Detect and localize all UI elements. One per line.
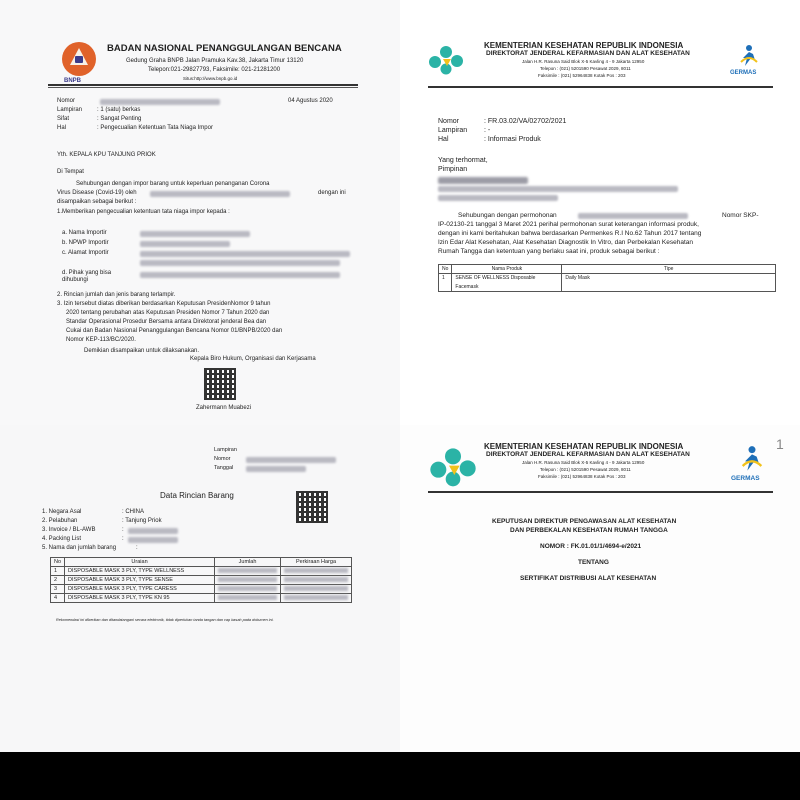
org-name: BADAN NASIONAL PENANGGULANGAN BENCANA — [107, 43, 342, 54]
body-line1-end: Nomor SKP- — [722, 212, 759, 219]
table-header: Jumlah — [215, 558, 281, 567]
goods-title: Data Rincian Barang — [160, 491, 234, 500]
para1-line2: Virus Disease (Covid-19) oleh — [57, 190, 137, 196]
ministry-fax: Faksimile : (021) 52964838 Kotak Pos : 203 — [538, 474, 626, 479]
meta-label-sifat: Sifat — [57, 116, 70, 122]
meta-label-hal: Hal — [57, 125, 67, 131]
bnpb-logo-text: BNPB — [64, 78, 82, 84]
table-cell-redacted — [215, 585, 281, 594]
table-cell-desc: DISPOSABLE MASK 3 PLY, TYPE CARESS — [65, 585, 215, 594]
field-label-negara: 1. Negara Asal — [42, 509, 82, 515]
germas-label: GERMAS — [730, 70, 757, 76]
body-line3: dengan ini kami beritahukan bahwa berdasarkan Permenkes R.I No.62 Tahun 2017 tentang — [438, 230, 702, 237]
product-name-line2: Facemask — [455, 284, 479, 290]
item3-line3: Standar Operasional Prosedur Bersama antara Direktorat jenderal Bea dan — [66, 319, 267, 325]
header-rule — [428, 86, 773, 88]
table-cell-type: Daily Mask — [562, 274, 776, 292]
bottom-black-band — [0, 752, 800, 800]
signer-name: Zahermann Muabezi — [196, 405, 252, 411]
meta-value-nomor: : FR.03.02/VA/02702/2021 — [484, 118, 567, 125]
item3-line5: Nomor KEP-113/BC/2020. — [66, 337, 136, 343]
greeting: Yang terhormat, — [438, 157, 488, 164]
para1-line3: disampaikan sebagai berikut : — [57, 199, 137, 205]
redacted-address — [438, 186, 678, 192]
decree-tentang: TENTANG — [578, 559, 609, 566]
table-cell-desc: DISPOSABLE MASK 3 PLY, TYPE SENSE — [65, 576, 215, 585]
table-header: Uraian — [65, 558, 215, 567]
table-cell-redacted — [215, 576, 281, 585]
redacted-invoice — [128, 528, 178, 534]
field-nama-importir: a. Nama Importir — [62, 230, 107, 236]
body-line5: Rumah Tangga dan ketentuan yang berlaku saat ini, produk sebagai berikut : — [438, 248, 660, 255]
header-rule-thin — [48, 87, 358, 88]
lampiran-label: Lampiran — [214, 447, 237, 453]
field-label-packing: 4. Packing List — [42, 536, 82, 542]
meta-value-hal: : Pengecualian Ketentuan Tata Niaga Impor — [97, 125, 213, 131]
directorate-name: DIREKTORAT JENDERAL KEFARMASIAN DAN ALAT KESEHATAN — [486, 451, 690, 458]
redacted-packing — [128, 537, 178, 543]
item3-line2: 2020 tentang perubahan atas Keputusan Presiden Nomor 7 Tahun 2020 dan — [66, 310, 270, 316]
table-cell-redacted — [215, 567, 281, 576]
goods-table — [50, 557, 352, 603]
redacted-company — [150, 191, 290, 197]
redacted-company — [438, 177, 528, 184]
table-header: No — [51, 558, 65, 567]
closing: Demikian disampaikan untuk dilaksanakan. — [84, 348, 200, 354]
field-value-packing: : — [122, 536, 124, 542]
table-row — [51, 585, 352, 594]
redacted-number — [100, 99, 220, 105]
decree-title-line2: DAN PERBEKALAN KESEHATAN RUMAH TANGGA — [510, 527, 668, 534]
signature-qr-code — [204, 368, 236, 400]
item2: 2. Rincian jumlah dan jenis barang terlampir. — [57, 292, 176, 298]
table-cell-redacted — [281, 585, 352, 594]
germas-label: GERMAS — [731, 475, 760, 482]
table-cell-no: 2 — [51, 576, 65, 585]
header-rule — [428, 491, 773, 493]
redacted-applicant — [578, 213, 688, 219]
table-cell-redacted — [281, 594, 352, 603]
meta-value-sifat: : Sangat Penting — [97, 116, 142, 122]
body-line4: Izin Edar Alat Kesehatan, Alat Kesehatan Diagnostik In Vitro, dan Perbekalan Kesehatan — [438, 239, 693, 246]
meta-label-lampiran: Lampiran — [438, 127, 468, 134]
org-site: Situs:http://www.bnpb.go.id — [183, 76, 238, 81]
redacted-address-2 — [438, 195, 558, 201]
meta-label-nomor: Nomor — [57, 98, 76, 104]
field-value-nama-jumlah: : — [136, 545, 138, 551]
ministry-phone: Telepon : (021) 5201590 Pesawat 2029, 8011 — [540, 467, 631, 472]
table-cell-no: 1 — [439, 274, 452, 292]
field-label-pelabuhan: 2. Pelabuhan — [42, 518, 78, 524]
field-label-invoice: 3. Invoice / BL-AWB — [42, 527, 96, 533]
meta-label-hal: Hal — [438, 136, 449, 143]
table-row — [51, 567, 352, 576]
tanggal-label: Tanggal — [214, 465, 234, 471]
bnpb-letter-page — [0, 0, 400, 425]
redacted-address — [140, 251, 350, 257]
field-npwp: b. NPWP Importir — [62, 240, 109, 246]
kemenkes-decree-page — [400, 425, 800, 752]
table-header-row — [439, 265, 776, 274]
body-line1-start: Sehubungan dengan permohonan — [458, 212, 557, 219]
field-alamat: c. Alamat Importir — [62, 250, 109, 256]
meta-value-lampiran: : 1 (satu) berkas — [97, 107, 141, 113]
place: Di Tempat — [57, 169, 84, 175]
item1: 1.Memberikan pengecualian ketentuan tata niaga impor kepada : — [57, 209, 230, 215]
field-value-invoice: : — [122, 527, 124, 533]
field-label-nama-jumlah: 5. Nama dan jumlah barang — [42, 545, 117, 551]
table-header: Nama Produk — [452, 265, 562, 274]
table-cell-desc: DISPOSABLE MASK 3 PLY, TYPE KN 95 — [65, 594, 215, 603]
table-row — [439, 274, 776, 292]
org-address: Gedung Graha BNPB Jalan Pramuka Kav.38, Jakarta Timur 13120 — [126, 58, 304, 64]
page-indicator: 1 — [776, 436, 784, 452]
nomor-label: Nomor — [214, 456, 231, 462]
table-cell-redacted — [281, 576, 352, 585]
table-cell-redacted — [215, 594, 281, 603]
body-line2: IP-02130-21 tanggal 3 Maret 2021 perihal permohonan surat keterangan informasi produk, — [438, 221, 699, 228]
para1-line1: Sehubungan dengan impor barang untuk keperluan penanganan Corona — [76, 181, 270, 187]
letter-date: 04 Agustus 2020 — [288, 98, 333, 104]
signer-title: Kepala Biro Hukum, Organisasi dan Kerjasama — [190, 356, 316, 362]
directorate-name: DIREKTORAT JENDERAL KEFARMASIAN DAN ALAT KESEHATAN — [486, 50, 690, 57]
pimpinan: Pimpinan — [438, 166, 468, 173]
table-cell-no: 3 — [51, 585, 65, 594]
redacted-tanggal — [246, 466, 306, 472]
kemenkes-logo-icon — [428, 45, 464, 75]
redacted-contact — [140, 272, 340, 278]
decree-number: NOMOR : FK.01.01/1/4694-e/2021 — [540, 543, 642, 550]
germas-logo-icon — [737, 44, 761, 68]
bnpb-logo-icon — [62, 42, 96, 76]
ministry-address: Jalan H.R. Rasuna Said Blok X-5 Kavling 4 - 9 Jakarta 12950 — [522, 59, 645, 64]
redacted-address-2 — [140, 260, 340, 266]
meta-label-nomor: Nomor — [438, 118, 460, 125]
table-row — [51, 594, 352, 603]
field-pihak: d. Pihak yang bisa dihubungi — [62, 270, 112, 283]
ministry-fax: Faksimile : (021) 52964838 Kotak Pos : 203 — [538, 73, 626, 78]
kemenkes-logo-icon — [428, 447, 478, 487]
table-header: Perkiraan Harga — [281, 558, 352, 567]
redacted-nomor — [246, 457, 336, 463]
para1-line2-end: dengan ini — [318, 190, 346, 196]
redacted-name — [140, 231, 250, 237]
header-rule — [48, 84, 358, 86]
meta-label-lampiran: Lampiran — [57, 107, 83, 113]
field-value-pelabuhan: : Tanjung Priok — [122, 518, 162, 524]
meta-value-hal: : Informasi Produk — [484, 136, 541, 143]
table-cell-redacted — [281, 567, 352, 576]
redacted-npwp — [140, 241, 230, 247]
table-header: Tipe — [562, 265, 776, 274]
meta-value-lampiran: : - — [484, 127, 491, 134]
item3-line4: Cukai dan Badan Nasional Penanggulangan Bencana Nomor 01/BNPB/2020 dan — [66, 328, 283, 334]
recipient: Yth. KEPALA KPU TANJUNG PRIOK — [57, 152, 156, 158]
table-header: No — [439, 265, 452, 274]
product-table — [438, 264, 776, 292]
table-cell-no: 1 — [51, 567, 65, 576]
ministry-name: KEMENTERIAN KESEHATAN REPUBLIK INDONESIA — [484, 442, 684, 451]
footnote: Rekomendasi ini diberikan dan ditandatangani secara elektronik, tidak diperlukan tanda tangan dan cap basah pada dokumen ini. — [56, 618, 274, 622]
field-value-negara: : CHINA — [122, 509, 145, 515]
table-row — [51, 576, 352, 585]
ministry-name: KEMENTERIAN KESEHATAN REPUBLIK INDONESIA — [484, 41, 684, 50]
goods-detail-page — [0, 425, 400, 752]
decree-subject: SERTIFIKAT DISTRIBUSI ALAT KESEHATAN — [520, 575, 657, 582]
verification-qr-code — [296, 491, 328, 523]
table-cell-product — [452, 274, 562, 292]
product-name-line1: SENSE OF WELLNESS Disposable — [455, 275, 536, 281]
ministry-phone: Telepon : (021) 5201590 Pesawat 2029, 8011 — [540, 66, 631, 71]
table-cell-no: 4 — [51, 594, 65, 603]
germas-logo-icon — [738, 445, 766, 473]
item3-line1: 3. Izin tersebut diatas diberikan berdasarkan Keputusan PresidenNomor 9 tahun — [57, 301, 271, 307]
org-phone: Telepon:021-29827793, Faksimile: 021-21281200 — [148, 67, 281, 73]
decree-title-line1: KEPUTUSAN DIREKTUR PENGAWASAN ALAT KESEHATAN — [492, 518, 677, 525]
ministry-address: Jalan H.R. Rasuna Said Blok X-5 Kavling 4 - 9 Jakarta 12950 — [522, 460, 645, 465]
kemenkes-letter-page — [400, 0, 800, 425]
table-cell-desc: DISPOSABLE MASK 3 PLY, TYPE WELLNESS — [65, 567, 215, 576]
table-header-row — [51, 558, 352, 567]
